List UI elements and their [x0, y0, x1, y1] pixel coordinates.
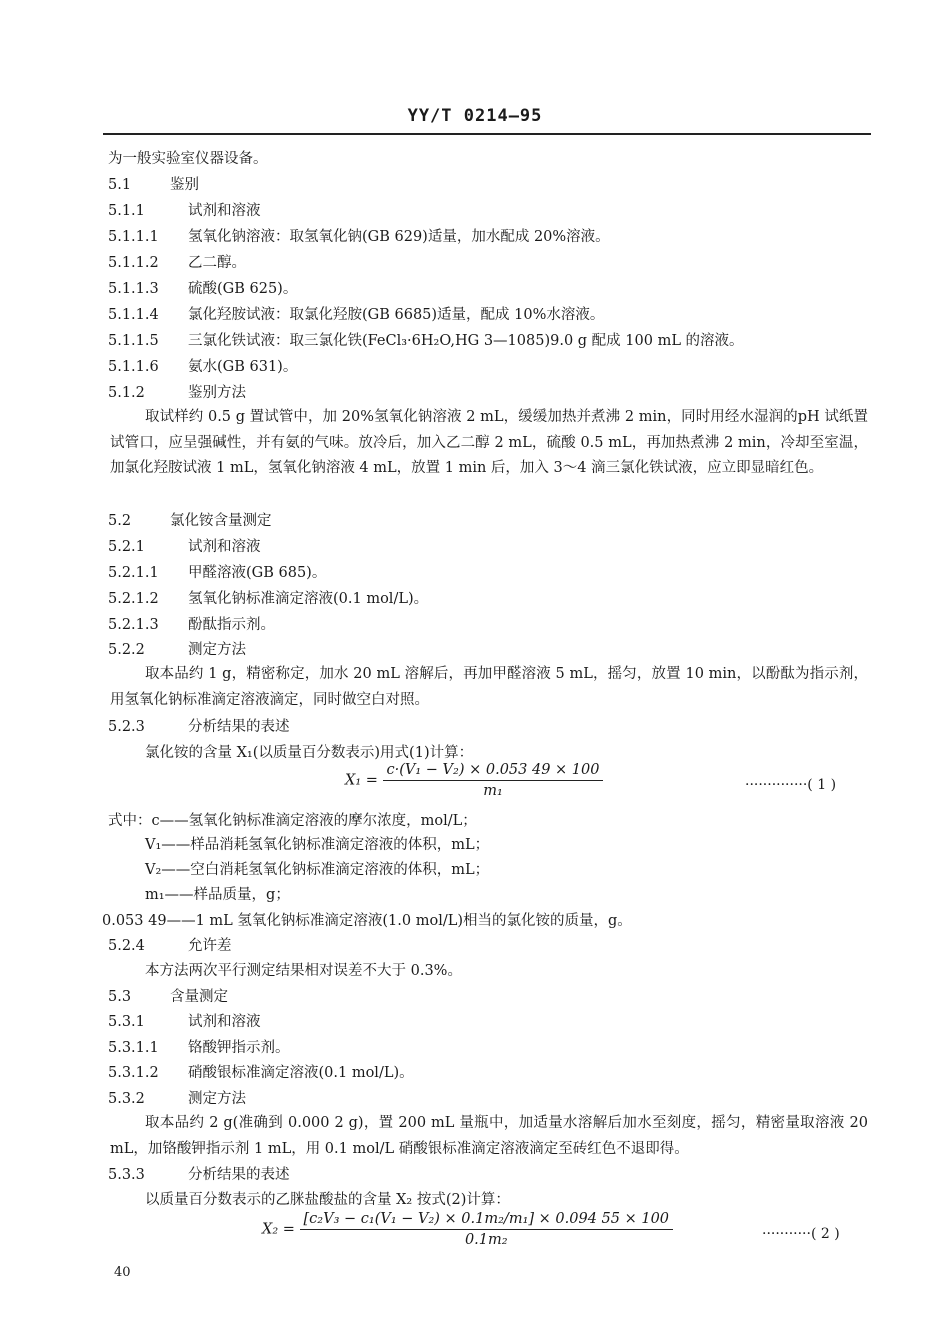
formula-fraction: $\frac{\text{[c₂V₃ − c₁(V₁ − V₂) × 0.1m₂/m₁] × 0.094 55 × 100}}{\text{0.1m₂}}$ — [300, 1211, 674, 1248]
section-item: 5.3.1.2 硝酸银标准滴定溶液(0.1 mol/L)。 — [108, 1065, 414, 1081]
section-heading: 5.3.3 分析结果的表述 — [108, 1167, 290, 1183]
paragraph-identification: 取试样约 0.5 g 置试管中，加 20%氢氧化钠溶液 2 mL，缓缓加热并煮沸 2 min，同时用经水湿润的pH 试纸置试管口，应呈强碱性，并有氨的气味。放冷后，加入乙二醇 2 mL，硫酸 0.5 mL，再加热煮沸 2 min，冷却至室温，加氯化羟胺试液 1 mL，氢氧化钠溶液 4 mL，放置 1 min 后，加入 3～4 滴三氯化铁试液，应立即显暗红色。 — [110, 409, 868, 476]
text-line: 以质量百分数表示的乙脒盐酸盐的含量 X₂ 按式(2)计算： — [145, 1192, 510, 1208]
paragraph-assay: 取本品约 2 g(准确到 0.000 2 g)，置 200 mL 量瓶中，加适量水溶解后加水至刻度，摇匀，精密量取溶液 20 mL，加铬酸钾指示剂 1 mL，用 0.1 mol/L 硝酸银标准滴定溶液滴定至砖红色不退即得。 — [110, 1115, 868, 1157]
section-heading: 5.2.1 试剂和溶液 — [108, 539, 261, 555]
formula-lhs: X₁ = — [345, 772, 378, 789]
where-line: m₁——样品质量，g； — [145, 887, 290, 903]
formula-number: ··············( 1 ) — [745, 777, 837, 793]
paragraph-method: 取本品约 1 g，精密称定，加水 20 mL 溶解后，再加甲醛溶液 5 mL，摇匀，放置 10 min，以酚酞为指示剂，用氢氧化钠标准滴定溶液滴定，同时做空白对照。 — [110, 666, 868, 708]
where-line: V₂——空白消耗氢氧化钠标准滴定溶液的体积，mL； — [145, 862, 490, 878]
section-item: 5.1.1.4 氯化羟胺试液：取氯化羟胺(GB 6685)适量，配成 10%水溶液。 — [108, 307, 605, 323]
section-item: 5.2.1.3 酚酞指示剂。 — [108, 617, 275, 633]
where-line: 0.053 49——1 mL 氢氧化钠标准滴定溶液(1.0 mol/L)相当的氯化铵的质量，g。 — [102, 913, 632, 929]
header-rule — [103, 133, 871, 135]
section-item: 5.2.1.2 氢氧化钠标准滴定溶液(0.1 mol/L)。 — [108, 591, 429, 607]
section-heading: 5.2.2 测定方法 — [108, 642, 246, 658]
page-number: 40 — [114, 1265, 131, 1280]
section-item: 5.3.1.1 铬酸钾指示剂。 — [108, 1040, 290, 1056]
section-item: 5.1.1.2 乙二醇。 — [108, 255, 246, 271]
section-item: 5.2.1.1 甲醛溶液(GB 685)。 — [108, 565, 327, 581]
section-heading: 5.1.2 鉴别方法 — [108, 385, 246, 401]
section-heading: 5.2.3 分析结果的表述 — [108, 719, 290, 735]
formula-2 — [262, 1211, 673, 1248]
text-line: 本方法两次平行测定结果相对误差不大于 0.3%。 — [145, 963, 462, 979]
formula-fraction: $\frac{\text{c·(V₁ − V₂) × 0.053 49 × 100}}{\text{m₁}}$ — [383, 762, 604, 799]
document-header: YY/T 0214—95 — [407, 106, 543, 126]
formula-1 — [345, 762, 603, 799]
formula-lhs: X₂ = — [262, 1221, 295, 1238]
where-line: 式中：c——氢氧化钠标准滴定溶液的摩尔浓度，mol/L； — [108, 813, 477, 829]
section-heading: 5.3.1 试剂和溶液 — [108, 1014, 261, 1030]
formula-number: ···········( 2 ) — [762, 1226, 840, 1242]
text-line: 为一般实验室仪器设备。 — [108, 151, 268, 167]
where-line: V₁——样品消耗氢氧化钠标准滴定溶液的体积，mL； — [145, 837, 490, 853]
text-line: 氯化铵的含量 X₁(以质量百分数表示)用式(1)计算： — [145, 745, 474, 761]
section-item: 5.1.1.3 硫酸(GB 625)。 — [108, 281, 298, 297]
section-item: 5.1.1.5 三氯化铁试液：取三氯化铁(FeCl₃·6H₂O,HG 3—1085)9.0 g 配成 100 mL 的溶液。 — [108, 333, 744, 349]
section-item: 5.1.1.6 氨水(GB 631)。 — [108, 359, 298, 375]
section-item: 5.1.1.1 氢氧化钠溶液：取氢氧化钠(GB 629)适量，加水配成 20%溶液。 — [108, 229, 610, 245]
section-heading: 5.1.1 试剂和溶液 — [108, 203, 261, 219]
section-heading: 5.3 含量测定 — [108, 989, 228, 1005]
section-heading: 5.2 氯化铵含量测定 — [108, 513, 272, 529]
section-heading: 5.1 鉴别 — [108, 177, 199, 193]
section-heading: 5.2.4 允许差 — [108, 938, 232, 954]
section-heading: 5.3.2 测定方法 — [108, 1091, 246, 1107]
